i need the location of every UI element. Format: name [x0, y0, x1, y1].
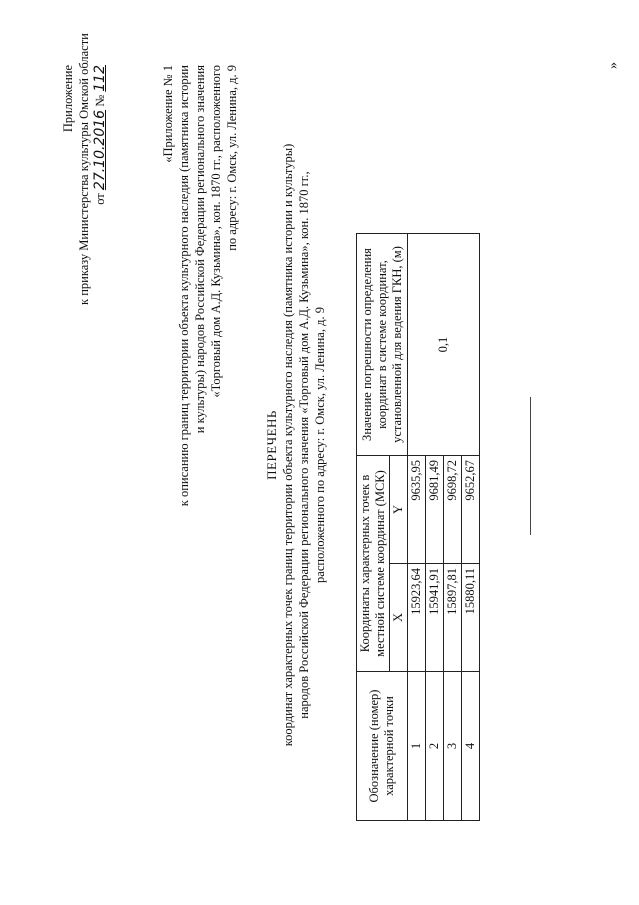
x-cell: 15897,81: [444, 564, 462, 672]
closing-quote-mark: »: [606, 62, 621, 69]
handwritten-date: 27.10.2016: [92, 109, 108, 191]
list-title: ПЕРЕЧЕНЬ: [264, 410, 279, 480]
x-cell: 15880,11: [462, 564, 480, 672]
appendix-title: Приложение: [61, 65, 75, 133]
header-accuracy: Значение погрешности определения координат в системе координат, установленной для ведения ГКН, (м): [357, 234, 408, 456]
appendix-excerpt: [160, 65, 240, 605]
table-header-row: [357, 234, 390, 821]
header-y: Y: [390, 456, 408, 564]
x-cell: 15923,64: [408, 564, 426, 672]
handwritten-number: 112: [92, 65, 108, 92]
heading-line: координат характерных точек границ территории объекта культурного наследия (памятника истории и культуры): [281, 143, 295, 747]
heading-line: народов Российской Федерации регионального значения «Торговый дом А.Д. Кузьмина», кон. 1870 гг.,: [297, 171, 311, 719]
y-cell: 9698,72: [444, 456, 462, 564]
y-cell: 9652,67: [462, 456, 480, 564]
appendix-header: [60, 33, 108, 305]
header-point-id: Обозначение (номер) характерной точки: [357, 672, 408, 821]
point-id-cell: 4: [462, 672, 480, 821]
point-id-cell: 1: [408, 672, 426, 821]
number-prefix: №: [93, 94, 107, 107]
y-cell: 9635,95: [408, 456, 426, 564]
table-row: [408, 234, 426, 821]
point-id-cell: 2: [426, 672, 444, 821]
heading-line: расположенного по адресу: г. Омск, ул. Ленина, д. 9: [313, 307, 327, 583]
header-x: X: [390, 564, 408, 672]
x-cell: 15941,91: [426, 564, 444, 672]
excerpt-line: «Торговый дом А.Д. Кузьмина», кон. 1870 гг., расположенного: [209, 65, 223, 398]
header-coordinates: Координаты характерных точек в местной системе координат (МСК): [357, 456, 390, 672]
accuracy-cell: 0,1: [408, 234, 480, 456]
excerpt-line: «Приложение № 1: [161, 65, 175, 163]
appendix-date-line: [92, 65, 108, 305]
excerpt-line: и культуры) народов Российской Федерации регионального значения: [193, 65, 207, 434]
excerpt-line: по адресу: г. Омск, ул. Ленина, д. 9: [225, 65, 239, 251]
date-prefix: от: [93, 193, 107, 205]
excerpt-line: к описанию границ территории объекта культурного наследия (памятника истории: [177, 65, 191, 507]
y-cell: 9681,49: [426, 456, 444, 564]
appendix-order-reference: к приказу Министерства культуры Омской области: [77, 33, 91, 305]
separator-line: [530, 397, 531, 535]
coordinates-table: [356, 233, 480, 821]
point-id-cell: 3: [444, 672, 462, 821]
list-heading: [264, 65, 328, 825]
